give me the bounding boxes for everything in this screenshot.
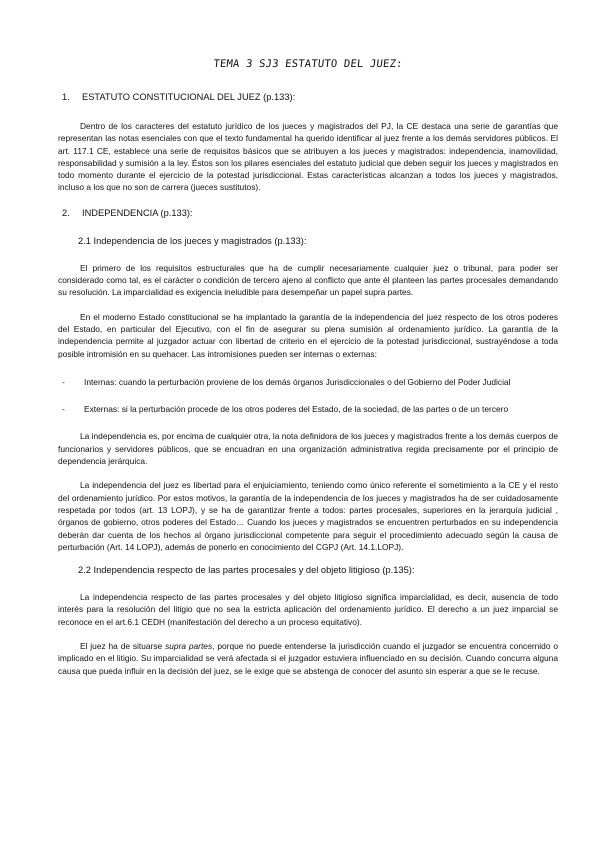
bullet-dash: - xyxy=(62,404,65,415)
section-1-heading-text: ESTATUTO CONSTITUCIONAL DEL JUEZ (p.133): xyxy=(82,92,296,102)
document-title: TEMA 3 SJ3 ESTATUTO DEL JUEZ: xyxy=(212,58,404,70)
subsection-2-1-heading: 2.1 Independencia de los jueces y magistrados (p.133): xyxy=(78,235,307,246)
bullet-dash: - xyxy=(62,376,65,387)
section-2-number: 2. xyxy=(62,207,70,218)
document-page xyxy=(58,50,558,689)
section-1-heading xyxy=(62,92,558,102)
subsection-2-1-paragraph-3: La independencia es, por encima de cualquier otra, la nota definidora de los jueces y magistrados frente a los demás cuerpos de funcionarios y servidores públicos, que se encuadran en una organización administrativa regida precisamente por el principio de dependencia jerárquica. xyxy=(58,431,558,467)
section-1-number: 1. xyxy=(62,92,70,102)
subsection-2-2-paragraph-2 xyxy=(58,640,558,677)
section-2-heading-text: INDEPENDENCIA (p.133): xyxy=(82,207,193,218)
section-2-heading xyxy=(62,208,558,218)
subsection-2-1-paragraph-4: La independencia del juez es libertad para el enjuiciamiento, teniendo como único referente el sometimiento a la CE y el resto del ordenamiento jurídico. Por estos motivos, la garantía de la independencia de los jueces y magistrados ha de ser cuidadosamente respetada por todos (art. 13 LOPJ), y se ha de garantizar frente a todos: partes procesales, superiores en la jerarquía judicial , órganos de gobierno, otros poderes del Estado… Cuando los jueces y magistrados se encuentren perturbados en su independencia deberán dar cuenta de los hechos al órgano jurisdiccional competente para seguir el procedimiento adecuado según la causa de perturbación (Art. 14 LOPJ), además de ponerlo en conocimiento del CGPJ (Art. 14.1.LOPJ). xyxy=(58,480,558,552)
emphasis-supra-partes: supra partes xyxy=(165,641,213,652)
subsection-2-2-heading: 2.2 Independencia respecto de las partes procesales y del objeto litigioso (p.135): xyxy=(78,565,415,576)
paragraph-text-start: El juez ha de situarse xyxy=(80,641,166,652)
bullet-text: Externas: si la perturbación procede de los otros poderes del Estado, de la sociedad, de las partes o de un tercero xyxy=(84,404,509,415)
list-item xyxy=(58,376,558,388)
paragraph-text-end: , porque no puede entenderse la jurisdicción cuando el juzgador se encuentra concernido o implicado en el litigio. Su imparcialidad se verá afectada si el juzgador estuviera influenciado en su decisión. Cuando concurra alguna causa que pueda influir en la decisión del juez, se le exige que se abstenga de conocer del asunto sin esperar a que se le recuse. xyxy=(58,641,558,676)
list-item xyxy=(58,403,558,415)
subsection-2-1-paragraph-2: En el moderno Estado constitucional se ha implantado la garantía de la independencia del juez respecto de los otros poderes del Estado, en particular del Ejecutivo, con el fin de asegurar su plena sumisión al ordenamiento jurídico. La garantía de la independencia permite al juzgador actuar con libertad de criterio en el ejercicio de la potestad jurisdiccional, sustrayéndose a toda posible intromisión en su quehacer. Las intromisiones pueden ser internas o externas: xyxy=(58,311,558,359)
subsection-2-2-paragraph-1: La independencia respecto de las partes procesales y del objeto litigioso significa imparcialidad, es decir, ausencia de todo interés para la resolución del litigio que no sea la estricta aplicación del ordenamiento jurídico. El derecho a un juez imparcial se reconoce en el art.6.1 CEDH (manifestación del derecho a un proceso equitativo). xyxy=(58,592,558,627)
subsection-2-1-paragraph-1: El primero de los requisitos estructurales que ha de cumplir necesariamente cualquier juez o tribunal, para poder ser considerado como tal, es el carácter o condición de tercero ajeno al conflicto que ante él planteen las partes procesales demandando su resolución. La imparcialidad es exigencia ineludible para desempeñar un papel supra partes. xyxy=(58,262,558,298)
section-1-paragraph: Dentro de los caracteres del estatuto jurídico de los jueces y magistrados del PJ, la CE destaca una serie de garantías que representan las notas esenciales con que el texto fundamental ha querido identificar al juez frente a los demás servidores públicos. El art. 117.1 CE, establece una serie de requisitos básicos que se atribuyen a los jueces y magistrados: independencia, inamovilidad, responsabilidad y sumisión a la ley. Éstos son los pilares esenciales del estatuto judicial que deben seguir los jueces y magistrados en todo momento durante el ejercicio de la potestad jurisdiccional. Estas características alcanzan a todos los jueces y magistrados, incluso a los que no son de carrera (jueces sustitutos). xyxy=(58,121,558,193)
bullet-text: Internas: cuando la perturbación proviene de los demás órganos Jurisdiccionales o del Gobierno del Poder Judicial xyxy=(84,376,511,387)
